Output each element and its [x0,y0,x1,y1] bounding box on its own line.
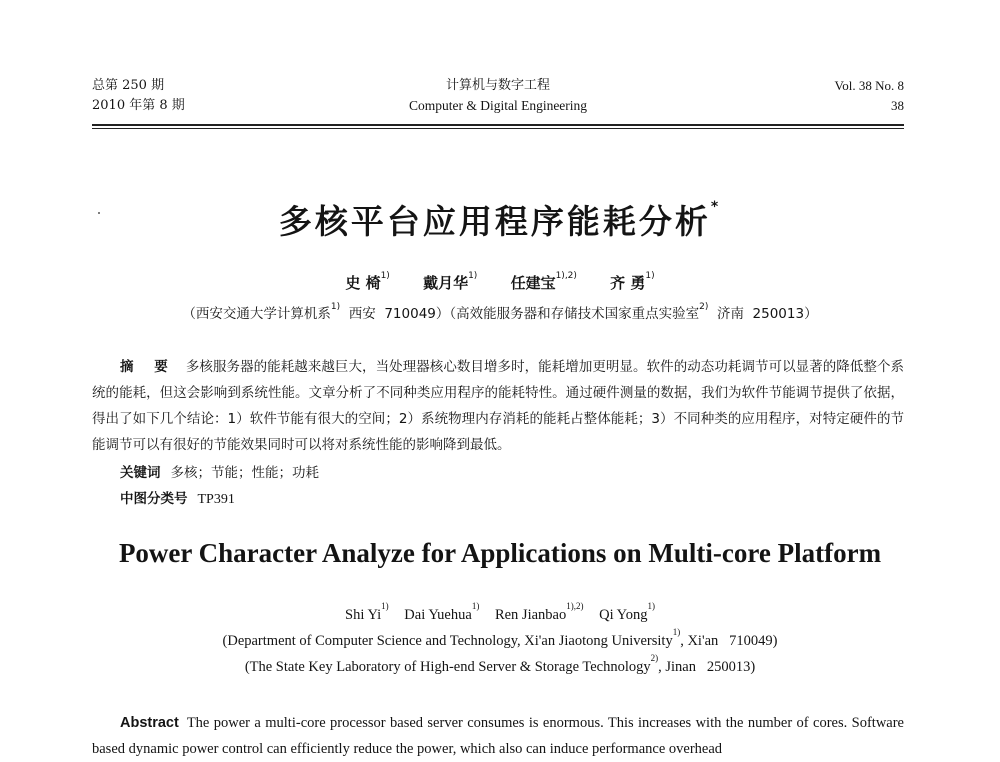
authors-en [0,601,1000,624]
author-cn: 戴月华$^{1)}$ [423,271,478,292]
clc-value: TP391 [197,492,235,507]
header-rule-thick [92,124,904,126]
keywords-label: 关键词 [120,465,161,481]
authors-cn [0,272,1000,293]
volume-number: Vol. 38 No. 8 [834,78,904,93]
clc-number [120,487,235,508]
author-en: Ren Jianbao$^{1),2)}$ [494,601,584,623]
issue-year: 2010 年第 8 期 [92,98,185,113]
page-number: 38 [891,98,904,113]
author-en: Shi Yi$^{1)}$ [345,601,389,623]
journal-name-en: Computer & Digital Engineering [408,98,588,113]
author-en: Dai Yuehua$^{1)}$ [404,601,480,623]
paper-title-cn [0,196,1000,243]
running-header [92,76,904,124]
abstract-cn [92,354,904,458]
paper-title-en: Power Character Analyze for Applications on Multi-core Platform [118,538,882,568]
author-cn: 史 椅$^{1)}$ [345,271,390,292]
issue-total: 总第 250 期 [92,78,165,93]
affiliation-en-1: (Department of Computer Science and Technology, Xi'an Jiaotong University$^{1)}$, Xi'an 710049) [222,627,778,649]
abstract-cn-text: 多核服务器的能耗越来越巨大，当处理器核心数目增多时，能耗增加更明显。软件的动态功耗调节可以显著的降低整个系统的能耗，但这会影响到系统性能。文章分析了不同种类应用程序的能耗特性。通过硬件测量的数据，我们为软件节能调节提供了依据，得出了如下几个结论：1）软件节能有很大的空间；2）系统物理内存消耗的能耗占整体能耗；3）不同种类的应用程序，对特定硬件的节能调节可以有很好的节能效果同时可以将对系统性能的影响降到最低。 [92,359,905,453]
keywords-cn [120,461,319,481]
volume-info [835,76,904,116]
author-en: Qi Yong$^{1)}$ [599,601,655,623]
affiliation-en-2: (The State Key Laboratory of High-end Server & Storage Technology$^{2)}$, Jinan 250013) [244,653,756,675]
abstract-en [92,710,904,762]
abstract-en-text: The power a multi-core processor based server consumes is enormous. This increases with the number of cores. Software based dynamic power control can efficiently reduce the power, which also can induce performance overhead [92,715,904,757]
abstract-cn-label: 摘 要 [120,359,176,375]
clc-label: 中图分类号 [120,491,188,507]
keywords-value: 多核；节能；性能；功耗 [170,465,319,481]
journal-name-cn: 计算机与数字工程 [445,78,550,93]
affiliation-cn: （西安交通大学计算机系$^{1)}$ 西安 710049）（高效能服务器和存储技术国家重点实验室$^{2)}$ 济南 250013） [182,301,818,322]
title-footnote-mark: * [710,199,722,215]
author-cn: 任建宝$^{1),2)}$ [510,271,577,292]
journal-name [92,76,904,116]
paper-title-cn-text: 多核平台应用程序能耗分析 [278,202,711,241]
header-rule-thin [92,128,904,129]
author-cn: 齐 勇$^{1)}$ [610,271,655,292]
abstract-en-label: Abstract [120,715,179,731]
